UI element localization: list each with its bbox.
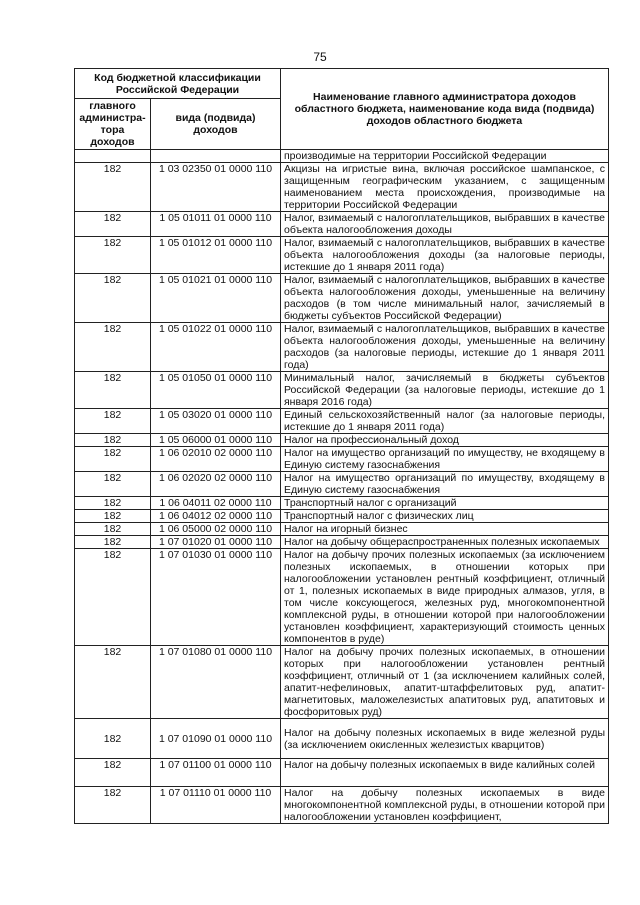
revenue-code-cell: 1 06 02010 02 0000 110 — [151, 447, 281, 472]
table-row — [75, 523, 609, 536]
revenue-code-cell: 1 05 01011 01 0000 110 — [151, 212, 281, 237]
revenue-name-cell: Налог, взимаемый с налогоплательщиков, выбравших в качестве объекта налогообложения доходы (за налоговые периоды, истекшие до 1 января 2011 года) — [281, 237, 609, 274]
header-name-column: Наименование главного администратора доходов областного бюджета, наименование кода вида (подвида) доходов областного бюджета — [281, 69, 609, 150]
revenue-code-cell: 1 05 01021 01 0000 110 — [151, 274, 281, 323]
admin-code-cell: 182 — [75, 523, 151, 536]
revenue-name-cell: Налог, взимаемый с налогоплательщиков, выбравших в качестве объекта налогообложения доходы, уменьшенные на величину расходов (за налоговые периоды, истекшие до 1 января 2011 года) — [281, 323, 609, 372]
table-row — [75, 549, 609, 646]
revenue-name-cell: Единый сельскохозяйственный налог (за налоговые периоды, истекшие до 1 января 2011 года) — [281, 409, 609, 434]
revenue-code-cell: 1 06 04011 02 0000 110 — [151, 497, 281, 510]
table-row — [75, 447, 609, 472]
revenue-code-cell: 1 05 01050 01 0000 110 — [151, 372, 281, 409]
revenue-name-cell: Минимальный налог, зачисляемый в бюджеты субъектов Российской Федерации (за налоговые периоды, истекшие до 1 января 2016 года) — [281, 372, 609, 409]
revenue-name-cell: Транспортный налог с физических лиц — [281, 510, 609, 523]
continuation-row — [75, 150, 609, 163]
table-row — [75, 434, 609, 447]
revenue-name-cell: Налог, взимаемый с налогоплательщиков, выбравших в качестве объекта налогообложения доходы, уменьшенные на величину расходов (в том числе минимальный налог, зачисляемый в бюджеты субъектов Российской Федерации) — [281, 274, 609, 323]
table-row — [75, 237, 609, 274]
revenue-name-cell: Налог на имущество организаций по имуществу, не входящему в Единую систему газоснабжения — [281, 447, 609, 472]
revenue-code-cell: 1 06 02020 02 0000 110 — [151, 472, 281, 497]
header-classification-group: Код бюджетной классификации Российской Федерации — [75, 69, 281, 99]
revenue-code-cell: 1 07 01020 01 0000 110 — [151, 536, 281, 549]
admin-code-cell: 182 — [75, 212, 151, 237]
revenue-code-cell: 1 07 01080 01 0000 110 — [151, 646, 281, 719]
admin-code-cell: 182 — [75, 536, 151, 549]
revenue-code-cell: 1 06 05000 02 0000 110 — [151, 523, 281, 536]
revenue-name-cell: Налог на профессиональный доход — [281, 434, 609, 447]
admin-code-cell: 182 — [75, 549, 151, 646]
revenue-code-cell: 1 07 01100 01 0000 110 — [151, 759, 281, 787]
table-row — [75, 323, 609, 372]
table-row — [75, 472, 609, 497]
revenue-code-cell: 1 07 01030 01 0000 110 — [151, 549, 281, 646]
table-row — [75, 787, 609, 824]
table-row — [75, 163, 609, 212]
revenue-name-cell: Акцизы на игристые вина, включая российское шампанское, с защищенным географическим указанием, с защищенным наименованием места происхождения, производимые на территории Российской Федерации — [281, 163, 609, 212]
revenue-name-cell: Налог на добычу полезных ископаемых в виде многокомпонентной комплексной руды, в отношении которой при налогообложении установлен коэффициент, — [281, 787, 609, 824]
admin-code-cell: 182 — [75, 646, 151, 719]
table-row — [75, 497, 609, 510]
table-row — [75, 212, 609, 237]
revenue-name-cell: Налог на добычу общераспространенных полезных ископаемых — [281, 536, 609, 549]
admin-code-cell: 182 — [75, 409, 151, 434]
revenue-code-cell: 1 03 02350 01 0000 110 — [151, 163, 281, 212]
table-row — [75, 759, 609, 787]
admin-code-cell: 182 — [75, 472, 151, 497]
admin-code-cell: 182 — [75, 372, 151, 409]
page-number: 75 — [313, 50, 327, 64]
revenue-name-cell: Налог на добычу полезных ископаемых в виде железной руды (за исключением окисленных железистых кварцитов) — [281, 719, 609, 759]
table-row — [75, 719, 609, 759]
admin-code-cell: 182 — [75, 759, 151, 787]
admin-code-cell: 182 — [75, 719, 151, 759]
revenue-name-cell: Налог на добычу прочих полезных ископаемых, в отношении которых при налогообложении установлен рентный коэффициент, отличный от 1 (за исключением калийных солей, апатит-нефелиновых, апатит-штаффелитовых руд, апатит-магнетитовых, маложелезистых апатитовых руд, апатитовых и фосфоритовых руд) — [281, 646, 609, 719]
table-row — [75, 274, 609, 323]
admin-code-cell: 182 — [75, 497, 151, 510]
continuation-text: производимые на территории Российской Федерации — [281, 150, 609, 163]
revenue-code-cell: 1 05 03020 01 0000 110 — [151, 409, 281, 434]
table-row — [75, 510, 609, 523]
budget-classification-table — [74, 68, 609, 824]
admin-code-cell: 182 — [75, 434, 151, 447]
table-row — [75, 646, 609, 719]
revenue-name-cell: Налог, взимаемый с налогоплательщиков, выбравших в качестве объекта налогообложения доходы — [281, 212, 609, 237]
admin-code-cell: 182 — [75, 274, 151, 323]
revenue-code-cell: 1 06 04012 02 0000 110 — [151, 510, 281, 523]
table-row — [75, 409, 609, 434]
revenue-code-cell: 1 05 06000 01 0000 110 — [151, 434, 281, 447]
revenue-name-cell: Налог на имущество организаций по имуществу, входящему в Единую систему газоснабжения — [281, 472, 609, 497]
admin-code-cell: 182 — [75, 787, 151, 824]
revenue-name-cell: Транспортный налог с организаций — [281, 497, 609, 510]
revenue-code-cell: 1 07 01090 01 0000 110 — [151, 719, 281, 759]
table-row — [75, 536, 609, 549]
revenue-name-cell: Налог на добычу полезных ископаемых в виде калийных солей — [281, 759, 609, 787]
header-admin-column: главного администра-тора доходов — [75, 99, 151, 150]
admin-code-cell: 182 — [75, 447, 151, 472]
header-code-column: вида (подвида) доходов — [151, 99, 281, 150]
table-row — [75, 372, 609, 409]
revenue-code-cell: 1 05 01012 01 0000 110 — [151, 237, 281, 274]
admin-code-cell: 182 — [75, 163, 151, 212]
admin-code-cell: 182 — [75, 323, 151, 372]
admin-code-cell: 182 — [75, 237, 151, 274]
revenue-code-cell: 1 07 01110 01 0000 110 — [151, 787, 281, 824]
revenue-name-cell: Налог на добычу прочих полезных ископаемых (за исключением полезных ископаемых, в отношении которых при налогообложении установлен рентный коэффициент, отличный от 1, полезных ископаемых в виде природных алмазов, угля, в том числе коксующегося, железных руд, многокомпонентной комплексной руды, в отношении которой при налогообложении установлен коэффициент, характеризующий стоимость ценных компонентов в руде) — [281, 549, 609, 646]
admin-code-cell: 182 — [75, 510, 151, 523]
revenue-name-cell: Налог на игорный бизнес — [281, 523, 609, 536]
revenue-code-cell: 1 05 01022 01 0000 110 — [151, 323, 281, 372]
